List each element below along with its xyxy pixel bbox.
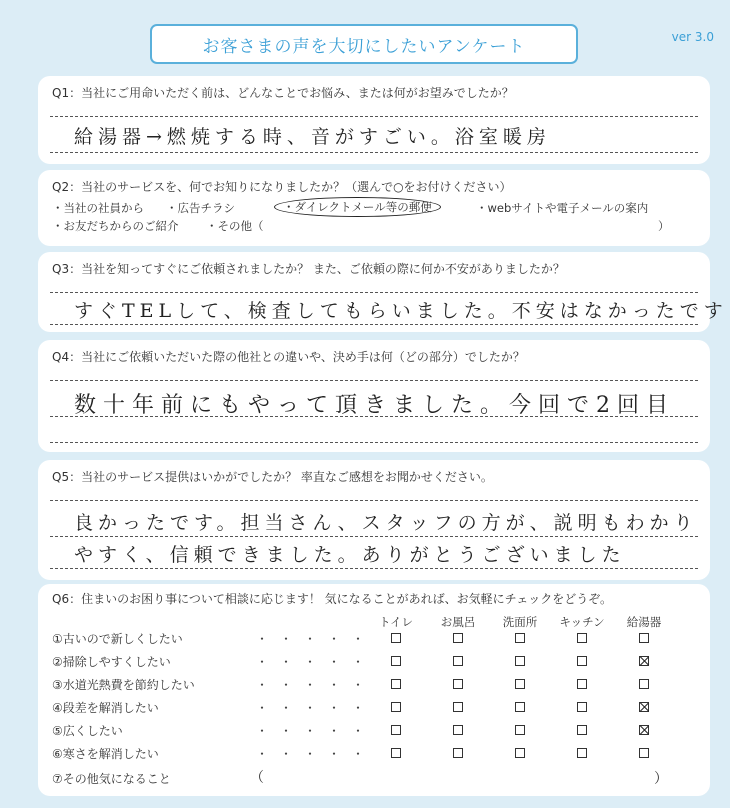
answer-line [50,292,698,293]
checkbox-お風呂[interactable] [453,633,463,643]
leader-dots: ・・・・・ [256,632,377,646]
checkbox-キッチン[interactable] [577,679,587,689]
q1-question: Q1：当社にご用命いただく前は、どんなことでお悩み、または何がお望みでしたか？ [52,86,514,100]
column-header-kitchen: キッチン [559,615,605,629]
answer-line [50,442,698,443]
checkbox-キッチン[interactable] [577,633,587,643]
q5-card [38,460,710,580]
q2-option-other[interactable]: ・その他（ [206,219,264,233]
checkbox-洗面所[interactable] [515,725,525,735]
checkbox-お風呂[interactable] [453,702,463,712]
q6-question: Q6：住まいのお困り事について相談に応じます！ 気になることがあれば、お気軽にチェックをどうぞ。 [52,592,613,606]
q3-question: Q3：当社を知ってすぐにご依頼されましたか？ また、ご依頼の際に何か不安がありましたか？ [52,262,565,276]
checkbox-お風呂[interactable] [453,725,463,735]
checkbox-トイレ[interactable] [391,702,401,712]
checkbox-トイレ[interactable] [391,725,401,735]
checkbox-トイレ[interactable] [391,679,401,689]
answer-line [50,500,698,501]
checkbox-洗面所[interactable] [515,748,525,758]
checkbox-キッチン[interactable] [577,748,587,758]
other-paren-close: ） [654,771,668,787]
q4-answer: 数十年前にもやって頂きました。今回で2回目 [74,393,675,418]
checkbox-キッチン[interactable] [577,702,587,712]
q3-answer: すぐTELして、検査してもらいました。不安はなかったです [74,300,728,322]
answer-line [50,116,698,117]
checkbox-お風呂[interactable] [453,748,463,758]
column-header-water-heater: 給湯器 [626,615,662,629]
checkbox-トイレ[interactable] [391,633,401,643]
q2-option-web[interactable]: ・webサイトや電子メールの案内 [476,201,649,215]
q5-question: Q5：当社のサービス提供はいかがでしたか？ 率直なご感想をお聞かせください。 [52,470,493,484]
column-header-washroom: 洗面所 [502,615,538,629]
checkbox-給湯器[interactable] [639,679,649,689]
checklist-row-label: ⑥寒さを解消したい [52,747,159,761]
q6-card [38,584,710,796]
q5-answer-line1: 良かったです。担当さん、スタッフの方が、説明もわかり [74,512,698,534]
checkbox-給湯器[interactable] [639,633,649,643]
checkbox-キッチン[interactable] [577,725,587,735]
answer-line [50,324,698,325]
checklist-row-label: ①古いので新しくしたい [52,632,183,646]
checkbox-お風呂[interactable] [453,656,463,666]
answer-line [50,416,698,417]
q2-option-friend[interactable]: ・お友だちからのご紹介 [52,219,179,233]
q6-other-label: ⑦その他気になること [52,772,171,786]
leader-dots: ・・・・・ [256,747,377,761]
answer-line [50,152,698,153]
q2-card [38,170,710,246]
checkbox-給湯器[interactable] [639,748,649,758]
checklist-row-label: ④段差を解消したい [52,701,159,715]
column-header-bath: お風呂 [440,615,476,629]
survey-title: お客さまの声を大切にしたいアンケート [150,24,578,64]
other-paren-open: （ [250,770,264,786]
leader-dots: ・・・・・ [256,724,377,738]
q4-card [38,340,710,452]
q1-answer: 給湯器→燃焼する時、音がすごい。浴室暖房 [74,126,551,148]
q2-option-direct-mail[interactable]: ・ダイレクトメール等の郵便 [274,197,441,217]
checkbox-洗面所[interactable] [515,702,525,712]
checkbox-トイレ[interactable] [391,748,401,758]
leader-dots: ・・・・・ [256,701,377,715]
checkbox-洗面所[interactable] [515,633,525,643]
checkbox-洗面所[interactable] [515,679,525,689]
answer-line [50,568,698,569]
checkbox-トイレ[interactable] [391,656,401,666]
q2-option-staff[interactable]: ・当社の社員から [52,201,144,215]
answer-line [50,536,698,537]
q3-card [38,252,728,332]
leader-dots: ・・・・・ [256,655,377,669]
checkbox-洗面所[interactable] [515,656,525,666]
checklist-row-label: ②掃除しやすくしたい [52,655,171,669]
checklist-row-label: ③水道光熱費を節約したい [52,678,195,692]
checkbox-給湯器[interactable] [639,656,649,666]
q1-card [38,76,710,164]
q2-option-other-close: ） [658,219,670,233]
q4-question: Q4：当社にご依頼いただいた際の他社との違いや、決め手は何（どの部分）でしたか？ [52,350,525,364]
checkbox-キッチン[interactable] [577,656,587,666]
checkbox-お風呂[interactable] [453,679,463,689]
answer-line [50,380,698,381]
checklist-row-label: ⑤広くしたい [52,724,123,738]
leader-dots: ・・・・・ [256,678,377,692]
checkbox-給湯器[interactable] [639,725,649,735]
q2-option-flyer[interactable]: ・広告チラシ [166,201,235,215]
version-label: ver 3.0 [671,30,714,44]
q5-answer-line2: やすく、信頼できました。ありがとうございました [74,544,626,566]
column-header-toilet: トイレ [379,615,413,629]
q2-question: Q2：当社のサービスを、何でお知りになりましたか？（選んで○をお付けください） [52,180,512,194]
checkbox-給湯器[interactable] [639,702,649,712]
